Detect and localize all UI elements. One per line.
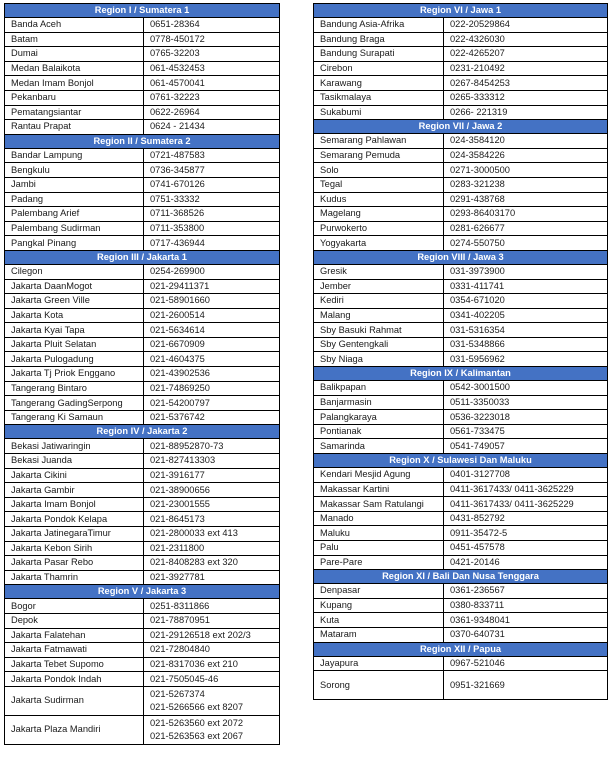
phone-number: 061-4570041 <box>144 76 280 91</box>
phone-number: 0967-521046 <box>444 656 608 671</box>
branch-name: Solo <box>314 163 444 178</box>
branch-name: Jakarta Tebet Supomo <box>5 657 144 672</box>
branch-name: Bogor <box>5 599 144 614</box>
region-title: Region XI / Bali Dan Nusa Tenggara <box>314 570 608 584</box>
phone-number: 0741-670126 <box>144 177 280 192</box>
branch-name: Jakarta JatinegaraTimur <box>5 527 144 542</box>
phone-number: 021-88952870-73 <box>144 439 280 454</box>
table-row <box>314 134 608 149</box>
branch-name: Padang <box>5 192 144 207</box>
phone-number: 0536-3223018 <box>444 410 608 425</box>
branch-name: Cilegon <box>5 264 144 279</box>
branch-name: Tasikmalaya <box>314 90 444 105</box>
phone-number: 0361-236567 <box>444 584 608 599</box>
region-title: Region VII / Jawa 2 <box>314 120 608 134</box>
table-row <box>314 526 608 541</box>
phone-number: 021-7505045-46 <box>144 672 280 687</box>
phone-number: 0651-28364 <box>144 18 280 33</box>
region-title: Region V / Jakarta 3 <box>5 585 280 599</box>
table-row <box>5 264 280 279</box>
region-header-row <box>314 642 608 656</box>
region-header-row <box>5 4 280 18</box>
left-region-table-body <box>5 4 280 745</box>
branch-name: Jakarta Kyai Tapa <box>5 323 144 338</box>
phone-number: 0291-438768 <box>444 192 608 207</box>
table-row <box>314 627 608 642</box>
table-row <box>314 236 608 251</box>
phone-number: 0911-35472-5 <box>444 526 608 541</box>
phone-number: 0283-321238 <box>444 177 608 192</box>
table-row <box>314 598 608 613</box>
phone-number: 0765-32203 <box>144 47 280 62</box>
region-title: Region VIII / Jawa 3 <box>314 250 608 264</box>
phone-number: 0711-353800 <box>144 221 280 236</box>
phone-number: 021-5634614 <box>144 323 280 338</box>
phone-number: 0281-626677 <box>444 221 608 236</box>
table-row <box>314 381 608 396</box>
branch-name: Manado <box>314 511 444 526</box>
branch-name: Maluku <box>314 526 444 541</box>
table-row <box>5 599 280 614</box>
branch-name: Palembang Sudirman <box>5 221 144 236</box>
table-row <box>5 337 280 352</box>
branch-name: Sby Gentengkali <box>314 337 444 352</box>
table-row <box>5 454 280 469</box>
table-row <box>5 236 280 251</box>
region-title: Region IV / Jakarta 2 <box>5 425 280 439</box>
table-row <box>5 294 280 309</box>
right-region-table <box>313 3 608 700</box>
region-header-row <box>5 425 280 439</box>
phone-number: 0401-3127708 <box>444 468 608 483</box>
branch-name: Jakarta Green Ville <box>5 294 144 309</box>
phone-number: 0541-749057 <box>444 439 608 454</box>
phone-number: 021-2800033 ext 413 <box>144 527 280 542</box>
phone-number: 0265-333312 <box>444 90 608 105</box>
phone-number: 021-8317036 ext 210 <box>144 657 280 672</box>
phone-number: 0331-411741 <box>444 279 608 294</box>
region-header-row <box>5 134 280 148</box>
table-row <box>5 207 280 222</box>
table-row <box>314 294 608 309</box>
table-row <box>314 555 608 570</box>
branch-name: Depok <box>5 613 144 628</box>
table-row <box>314 308 608 323</box>
table-row <box>5 541 280 556</box>
table-row <box>314 468 608 483</box>
branch-name: Jakarta Gambir <box>5 483 144 498</box>
branch-name: Jakarta Imam Bonjol <box>5 497 144 512</box>
table-row <box>5 556 280 571</box>
region-title: Region IX / Kalimantan <box>314 367 608 381</box>
phone-number: 021-5263560 ext 2072 021-5263563 ext 2067 <box>144 715 280 744</box>
region-header-row <box>314 570 608 584</box>
branch-name: Sorong <box>314 671 444 700</box>
phone-number: 0361-9348041 <box>444 613 608 628</box>
table-row <box>314 424 608 439</box>
region-title: Region XII / Papua <box>314 642 608 656</box>
table-row <box>5 221 280 236</box>
branch-name: Karawang <box>314 76 444 91</box>
phone-number: 021-29126518 ext 202/3 <box>144 628 280 643</box>
branch-name: Batam <box>5 32 144 47</box>
phone-number: 061-4532453 <box>144 61 280 76</box>
branch-name: Kendari Mesjid Agung <box>314 468 444 483</box>
phone-number: 0341-402205 <box>444 308 608 323</box>
branch-name: Jakarta DaanMogot <box>5 279 144 294</box>
branch-name: Tangerang Bintaro <box>5 381 144 396</box>
table-row <box>5 367 280 382</box>
table-row <box>314 410 608 425</box>
phone-number: 021-5376742 <box>144 410 280 425</box>
branch-name: Jakarta Pluit Selatan <box>5 337 144 352</box>
phone-number: 0293-86403170 <box>444 207 608 222</box>
phone-number: 021-3916177 <box>144 468 280 483</box>
phone-number: 021-2311800 <box>144 541 280 556</box>
phone-number: 0271-3000500 <box>444 163 608 178</box>
table-row <box>314 192 608 207</box>
branch-name: Jakarta Pasar Rebo <box>5 556 144 571</box>
table-row <box>314 47 608 62</box>
branch-name: Bandar Lampung <box>5 148 144 163</box>
branch-name: Rantau Prapat <box>5 120 144 135</box>
branch-name: Semarang Pahlawan <box>314 134 444 149</box>
phone-number: 0431-852792 <box>444 511 608 526</box>
table-row <box>314 337 608 352</box>
table-row <box>5 613 280 628</box>
phone-number: 0370-640731 <box>444 627 608 642</box>
phone-number: 0624 - 21434 <box>144 120 280 135</box>
phone-number: 0251-8311866 <box>144 599 280 614</box>
branch-name: Pare-Pare <box>314 555 444 570</box>
phone-number: 0721-487583 <box>144 148 280 163</box>
phone-number: 022-20529864 <box>444 18 608 33</box>
table-row <box>314 613 608 628</box>
region-header-row <box>314 454 608 468</box>
region-header-row <box>5 585 280 599</box>
branch-name: Kudus <box>314 192 444 207</box>
phone-number: 031-5956962 <box>444 352 608 367</box>
branch-name: Pangkal Pinang <box>5 236 144 251</box>
phone-number: 031-3973900 <box>444 264 608 279</box>
branch-name: Kuta <box>314 613 444 628</box>
table-row <box>314 395 608 410</box>
phone-number: 021-8645173 <box>144 512 280 527</box>
phone-number: 021-43902536 <box>144 367 280 382</box>
branch-name: Pekanbaru <box>5 90 144 105</box>
branch-name: Bekasi Jatiwaringin <box>5 439 144 454</box>
table-row <box>5 410 280 425</box>
branch-name: Jakarta Sudirman <box>5 686 144 715</box>
phone-number: 021-5267374 021-5266566 ext 8207 <box>144 686 280 715</box>
branch-name: Jambi <box>5 177 144 192</box>
phone-number: 0751-33332 <box>144 192 280 207</box>
branch-name: Banda Aceh <box>5 18 144 33</box>
branch-name: Jakarta Kebon Sirih <box>5 541 144 556</box>
table-row <box>314 279 608 294</box>
phone-number: 0736-345877 <box>144 163 280 178</box>
left-region-table <box>4 3 280 745</box>
phone-number: 0951-321669 <box>444 671 608 700</box>
table-row <box>5 686 280 715</box>
table-row <box>314 163 608 178</box>
branch-name: Bengkulu <box>5 163 144 178</box>
table-row <box>314 511 608 526</box>
branch-name: Bandung Braga <box>314 32 444 47</box>
branch-name: Jakarta Tj Priok Enggano <box>5 367 144 382</box>
phone-number: 021-8408283 ext 320 <box>144 556 280 571</box>
table-row <box>314 482 608 497</box>
branch-name: Tegal <box>314 177 444 192</box>
phone-number: 0622-26964 <box>144 105 280 120</box>
branch-name: Malang <box>314 308 444 323</box>
phone-number: 0778-450172 <box>144 32 280 47</box>
table-row <box>5 163 280 178</box>
branch-name: Bandung Asia-Afrika <box>314 18 444 33</box>
branch-name: Jember <box>314 279 444 294</box>
table-row <box>5 527 280 542</box>
table-row <box>5 18 280 33</box>
table-row <box>5 90 280 105</box>
phone-number: 0542-3001500 <box>444 381 608 396</box>
branch-name: Sby Basuki Rahmat <box>314 323 444 338</box>
table-row <box>314 18 608 33</box>
branch-name: Jakarta Pondok Indah <box>5 672 144 687</box>
table-row <box>5 497 280 512</box>
phone-number: 021-38900656 <box>144 483 280 498</box>
branch-name: Pematangsiantar <box>5 105 144 120</box>
branch-name: Bekasi Juanda <box>5 454 144 469</box>
branch-name: Samarinda <box>314 439 444 454</box>
branch-name: Medan Balaikota <box>5 61 144 76</box>
phone-number: 0711-368526 <box>144 207 280 222</box>
table-row <box>314 61 608 76</box>
table-row <box>314 584 608 599</box>
region-header-row <box>314 4 608 18</box>
table-row <box>314 323 608 338</box>
phone-number: 031-5348866 <box>444 337 608 352</box>
branch-name: Jakarta Cikini <box>5 468 144 483</box>
phone-number: 021-3927781 <box>144 570 280 585</box>
phone-number: 0421-20146 <box>444 555 608 570</box>
phone-number: 0231-210492 <box>444 61 608 76</box>
region-header-row <box>314 120 608 134</box>
branch-name: Jakarta Plaza Mandiri <box>5 715 144 744</box>
table-row <box>5 323 280 338</box>
phone-number: 0761-32223 <box>144 90 280 105</box>
phone-number: 0266- 221319 <box>444 105 608 120</box>
branch-name: Makassar Kartini <box>314 482 444 497</box>
phone-number: 022-4265207 <box>444 47 608 62</box>
branch-name: Semarang Pemuda <box>314 148 444 163</box>
phone-number: 0354-671020 <box>444 294 608 309</box>
table-row <box>5 468 280 483</box>
table-row <box>5 657 280 672</box>
region-title: Region X / Sulawesi Dan Maluku <box>314 454 608 468</box>
region-title: Region I / Sumatera 1 <box>5 4 280 18</box>
table-row <box>314 439 608 454</box>
branch-name: Denpasar <box>314 584 444 599</box>
phone-number: 021-29411371 <box>144 279 280 294</box>
table-row <box>5 105 280 120</box>
table-row <box>5 47 280 62</box>
branch-name: Jakarta Pulogadung <box>5 352 144 367</box>
phone-number: 031-5316354 <box>444 323 608 338</box>
phone-number: 021-74869250 <box>144 381 280 396</box>
phone-number: 021-4604375 <box>144 352 280 367</box>
branch-name: Tangerang Ki Samaun <box>5 410 144 425</box>
branch-name: Banjarmasin <box>314 395 444 410</box>
phone-number: 0380-833711 <box>444 598 608 613</box>
table-row <box>5 570 280 585</box>
region-header-row <box>314 250 608 264</box>
phone-number: 0274-550750 <box>444 236 608 251</box>
branch-name: Jakarta Falatehan <box>5 628 144 643</box>
region-title: Region III / Jakarta 1 <box>5 250 280 264</box>
table-row <box>314 32 608 47</box>
phone-number: 0717-436944 <box>144 236 280 251</box>
phone-number: 021-58901660 <box>144 294 280 309</box>
phone-number: 021-827413303 <box>144 454 280 469</box>
phone-number: 021-23001555 <box>144 497 280 512</box>
table-row <box>314 76 608 91</box>
phone-number: 0411-3617433/ 0411-3625229 <box>444 482 608 497</box>
table-row <box>5 439 280 454</box>
table-row <box>5 76 280 91</box>
phone-number: 021-2600514 <box>144 308 280 323</box>
phone-number: 021-6670909 <box>144 337 280 352</box>
table-row <box>5 672 280 687</box>
table-row <box>5 308 280 323</box>
table-row <box>314 497 608 512</box>
branch-name: Makassar Sam Ratulangi <box>314 497 444 512</box>
table-row <box>314 264 608 279</box>
branch-name: Palangkaraya <box>314 410 444 425</box>
phone-number: 021-54200797 <box>144 396 280 411</box>
branch-name: Palembang Arief <box>5 207 144 222</box>
phone-number: 0451-457578 <box>444 541 608 556</box>
region-title: Region VI / Jawa 1 <box>314 4 608 18</box>
table-row <box>5 643 280 658</box>
table-row <box>5 279 280 294</box>
branch-name: Kupang <box>314 598 444 613</box>
branch-name: Jakarta Kota <box>5 308 144 323</box>
phone-number: 0511-3350033 <box>444 395 608 410</box>
branch-name: Mataram <box>314 627 444 642</box>
table-row <box>314 148 608 163</box>
phone-number: 021-72804840 <box>144 643 280 658</box>
branch-name: Jakarta Fatmawati <box>5 643 144 658</box>
table-row <box>314 207 608 222</box>
table-row <box>314 90 608 105</box>
branch-name: Magelang <box>314 207 444 222</box>
table-row <box>314 177 608 192</box>
table-row <box>5 352 280 367</box>
branch-name: Cirebon <box>314 61 444 76</box>
phone-number: 0267-8454253 <box>444 76 608 91</box>
branch-name: Kediri <box>314 294 444 309</box>
right-region-table-body <box>314 4 608 700</box>
table-row <box>5 512 280 527</box>
table-row <box>5 381 280 396</box>
branch-name: Dumai <box>5 47 144 62</box>
branch-name: Medan Imam Bonjol <box>5 76 144 91</box>
phone-number: 0561-733475 <box>444 424 608 439</box>
table-row <box>5 483 280 498</box>
branch-name: Pontianak <box>314 424 444 439</box>
branch-name: Sby Niaga <box>314 352 444 367</box>
branch-name: Tangerang GadingSerpong <box>5 396 144 411</box>
branch-name: Palu <box>314 541 444 556</box>
branch-name: Gresik <box>314 264 444 279</box>
table-row <box>314 352 608 367</box>
table-row <box>5 120 280 135</box>
branch-name: Balikpapan <box>314 381 444 396</box>
table-row <box>5 715 280 744</box>
branch-name: Jayapura <box>314 656 444 671</box>
table-row <box>314 541 608 556</box>
branch-name: Bandung Surapati <box>314 47 444 62</box>
table-row <box>5 148 280 163</box>
branch-name: Purwokerto <box>314 221 444 236</box>
phone-number: 0411-3617433/ 0411-3625229 <box>444 497 608 512</box>
table-row <box>5 177 280 192</box>
table-row <box>314 671 608 700</box>
table-row <box>5 61 280 76</box>
table-row <box>5 32 280 47</box>
region-title: Region II / Sumatera 2 <box>5 134 280 148</box>
region-header-row <box>5 250 280 264</box>
phone-number: 022-4326030 <box>444 32 608 47</box>
phone-number: 0254-269900 <box>144 264 280 279</box>
branch-name: Sukabumi <box>314 105 444 120</box>
region-header-row <box>314 367 608 381</box>
table-row <box>5 396 280 411</box>
phone-number: 021-78870951 <box>144 613 280 628</box>
phone-number: 024-3584226 <box>444 148 608 163</box>
table-row <box>314 221 608 236</box>
branch-name: Jakarta Pondok Kelapa <box>5 512 144 527</box>
branch-name: Jakarta Thamrin <box>5 570 144 585</box>
phone-number: 024-3584120 <box>444 134 608 149</box>
table-row <box>314 656 608 671</box>
table-row <box>5 628 280 643</box>
branch-name: Yogyakarta <box>314 236 444 251</box>
table-row <box>5 192 280 207</box>
table-row <box>314 105 608 120</box>
